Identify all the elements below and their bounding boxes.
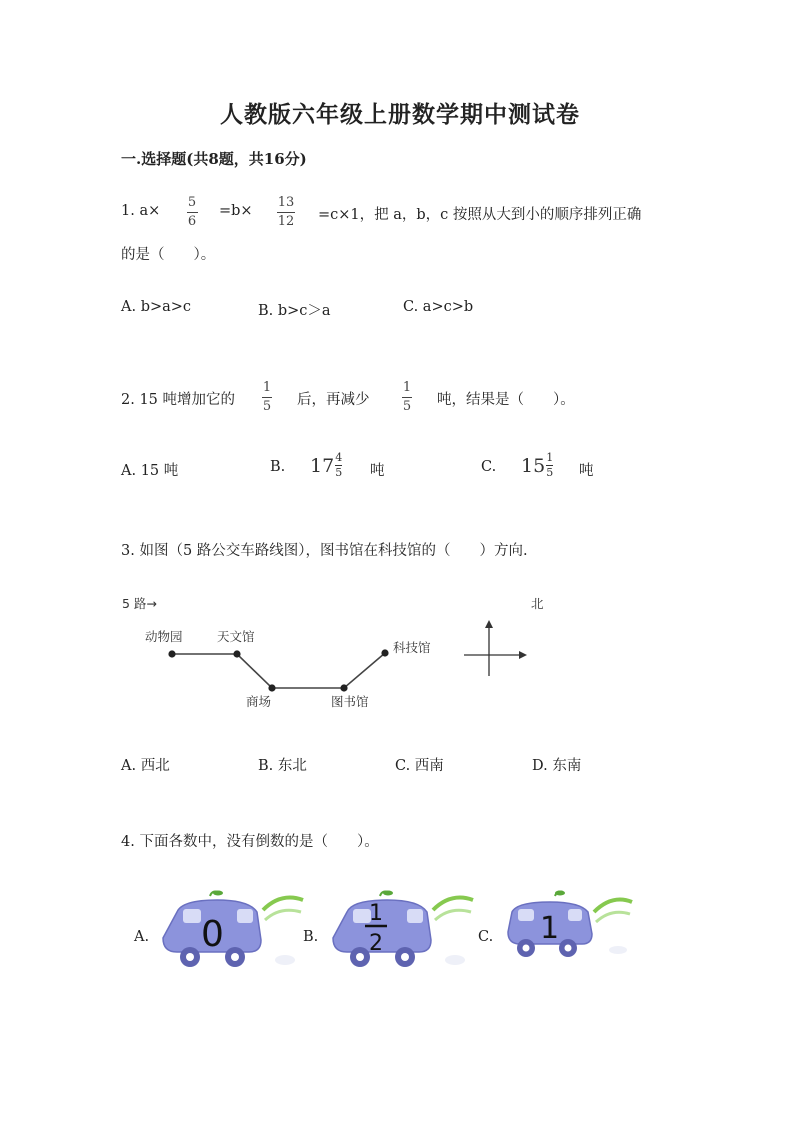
stop-dot-zoo — [168, 650, 175, 657]
section-heading: 一.选择题(共8题，共16分) — [121, 150, 307, 168]
q2-option-c-unit: 吨 — [579, 463, 594, 479]
q4-option-a-car[interactable] — [155, 890, 305, 978]
car-fraction-numerator: 1 — [369, 901, 383, 926]
q4-option-c-car[interactable] — [500, 890, 650, 978]
q3-option-d[interactable]: D. 东南 — [532, 758, 582, 774]
fraction-numerator: 1 — [262, 380, 272, 395]
q1-fraction-13-12 — [274, 195, 298, 229]
car-number-one: 1 — [540, 911, 560, 946]
page-title: 人教版六年级上册数学期中测试卷 — [220, 101, 580, 128]
q2-option-b-unit: 吨 — [370, 463, 385, 479]
q3-text: 3. 如图（5 路公交车路线图），图书馆在科技馆的（ ）方向. — [121, 543, 528, 559]
stop-dot-planetarium — [233, 650, 240, 657]
car-number-zero: 0 — [201, 914, 224, 955]
q1-text-line2: 的是（ ）。 — [121, 247, 216, 263]
route-line — [172, 653, 385, 688]
q3-option-c[interactable]: C. 西南 — [395, 758, 444, 774]
q1-option-b[interactable]: B. b>c＞a — [258, 303, 331, 319]
fraction-numerator: 1 — [546, 451, 554, 464]
north-label: 北 — [531, 596, 544, 611]
mixed-fraction — [546, 452, 553, 479]
fraction-denominator: 5 — [546, 466, 554, 479]
stop-label-zoo: 动物园 — [145, 629, 183, 644]
q2-fraction-1 — [259, 380, 275, 414]
car-icon — [333, 891, 473, 968]
fraction-denominator: 5 — [262, 399, 272, 414]
q4-option-c-label[interactable]: C. — [478, 929, 494, 945]
fraction-denominator: 12 — [277, 214, 295, 229]
q4-option-a-label[interactable]: A. — [134, 929, 150, 945]
mixed-integer: 15 — [521, 454, 546, 477]
q2-option-c-label[interactable]: C. — [481, 459, 497, 475]
q4-option-b-car[interactable] — [325, 890, 475, 978]
route-label: 5 路→ — [122, 596, 157, 611]
fraction-denominator: 6 — [187, 214, 197, 229]
q2-text-part3: 吨，结果是（ ）。 — [437, 392, 575, 408]
q1-fraction-5-6 — [183, 195, 201, 229]
compass-cross-icon — [464, 620, 527, 676]
stop-label-planetarium: 天文馆 — [217, 629, 255, 644]
fraction-denominator: 5 — [335, 466, 343, 479]
stop-dot-mall — [268, 684, 275, 691]
stop-dot-library — [340, 684, 347, 691]
stop-dot-science-museum — [381, 649, 388, 656]
mixed-fraction — [335, 452, 342, 479]
fraction-numerator: 5 — [187, 195, 197, 210]
stop-label-mall: 商场 — [246, 694, 272, 709]
bus-route-map — [0, 580, 800, 710]
q4-option-b-label[interactable]: B. — [303, 929, 319, 945]
q1-text-part3: =c×1，把 a，b，c 按照从大到小的顺序排列正确 — [318, 207, 642, 223]
q2-option-b-label[interactable]: B. — [270, 459, 286, 475]
stop-label-science-museum: 科技馆 — [393, 640, 431, 655]
fraction-numerator: 13 — [277, 195, 295, 210]
fraction-denominator: 5 — [402, 399, 412, 414]
q2-text-part1: 2. 15 吨增加它的 — [121, 392, 236, 408]
car-icon — [163, 891, 303, 968]
stop-label-library: 图书馆 — [331, 694, 369, 709]
q2-option-c-mixed-number[interactable] — [521, 452, 553, 479]
q3-option-b[interactable]: B. 东北 — [258, 758, 307, 774]
q4-text: 4. 下面各数中，没有倒数的是（ ）。 — [121, 834, 379, 850]
q3-option-a[interactable]: A. 西北 — [121, 758, 170, 774]
fraction-numerator: 1 — [402, 380, 412, 395]
q2-option-a[interactable]: A. 15 吨 — [121, 463, 179, 479]
q1-text-part1: 1. a× — [121, 203, 161, 219]
q2-text-part2: 后，再减少 — [297, 392, 370, 408]
car-fraction-denominator: 2 — [369, 931, 383, 956]
q1-text-part2: =b× — [219, 203, 253, 219]
car-icon — [508, 891, 632, 958]
q2-fraction-2 — [399, 380, 415, 414]
q2-option-b-mixed-number[interactable] — [310, 452, 342, 479]
q1-option-c[interactable]: C. a>c>b — [403, 299, 474, 315]
q1-option-a[interactable]: A. b>a>c — [121, 299, 192, 315]
fraction-numerator: 4 — [335, 451, 343, 464]
mixed-integer: 17 — [310, 454, 335, 477]
